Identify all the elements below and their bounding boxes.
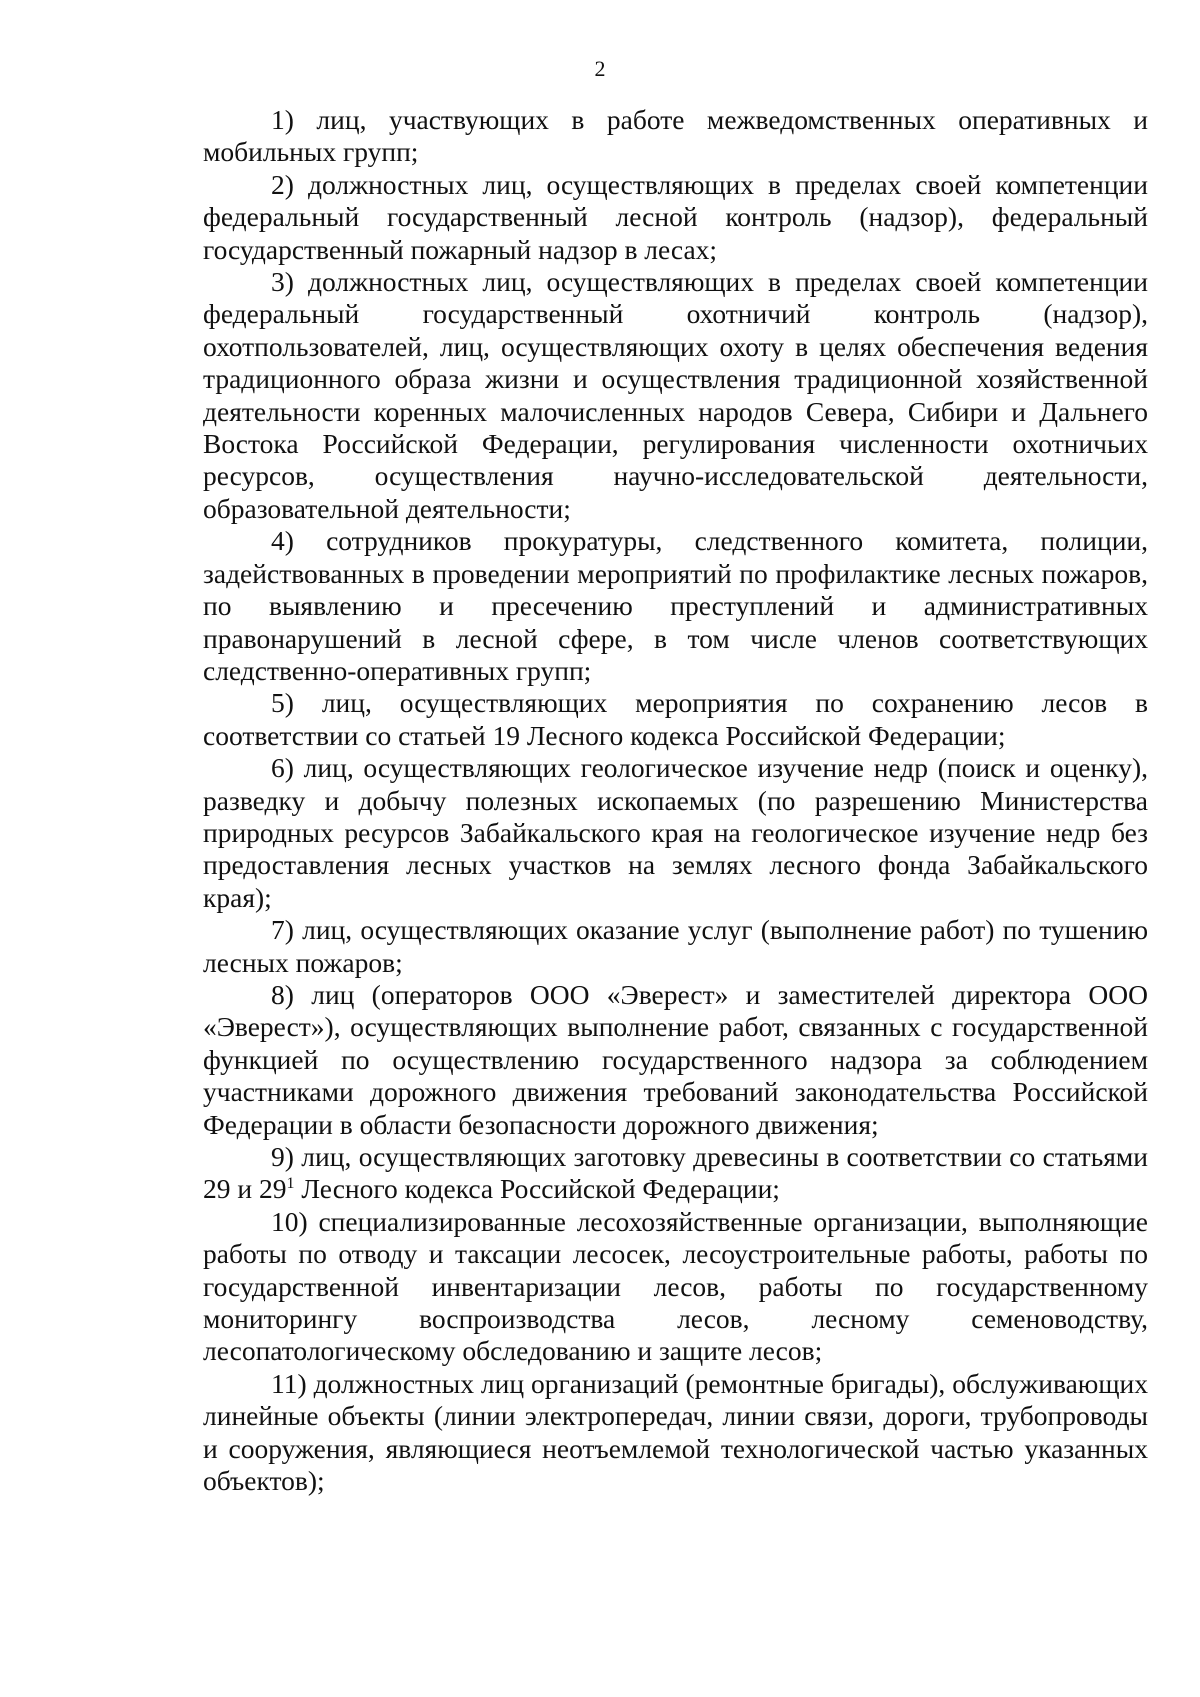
list-item-marker: 5): [271, 687, 294, 719]
list-item-10: [203, 1206, 1148, 1368]
list-item-text: лиц (операторов ООО «Эверест» и заместителей директора ООО «Эверест»), осуществляющих выполнение работ, связанных с государственной функцией по осуществлению государственного надзора за соблюдением участниками дорожного движения требований законодательства Российской Федерации в области безопасности дорожного движения;: [203, 978, 1148, 1140]
list-item-text: лиц, осуществляющих оказание услуг (выполнение работ) по тушению лесных пожаров;: [203, 914, 1148, 978]
list-item-marker: 4): [271, 525, 294, 557]
list-item-5: [203, 687, 1148, 752]
list-item-marker: 9): [271, 1141, 294, 1172]
list-item-marker: 10): [271, 1205, 308, 1237]
list-item-6: [203, 752, 1148, 914]
list-item-text: лиц, участвующих в работе межведомственных оперативных и мобильных групп;: [203, 104, 1149, 168]
list-item-text: лиц, осуществляющих геологическое изучение недр (поиск и оценку), разведку и добычу полезных ископаемых (по разрешению Министерства природных ресурсов Забайкальского края на геологическое изучение недр без предоставления лесных участков на землях лесного фонда Забайкальского края);: [203, 752, 1148, 913]
list-item-4: [203, 525, 1148, 687]
list-item-8: [203, 979, 1148, 1141]
document-body: [203, 104, 1148, 1497]
list-item-3: [203, 266, 1148, 525]
list-item-marker: 1): [271, 104, 294, 135]
list-item-text: специализированные лесохозяйственные организации, выполняющие работы по отводу и таксации лесосек, лесоустроительные работы, работы по государственной инвентаризации лесов, работы по государственному мониторингу воспроизводства лесов, лесному семеноводству, лесопатологическому обследованию и защите лесов;: [203, 1205, 1149, 1367]
list-item-11: [203, 1368, 1148, 1498]
page-number: 2: [594, 56, 606, 81]
list-item-text-after: Лесного кодекса Российской Федерации;: [294, 1173, 780, 1205]
list-item-1: [203, 104, 1148, 169]
list-item-marker: 2): [271, 168, 294, 200]
list-item-7: [203, 914, 1148, 979]
list-item-text: сотрудников прокуратуры, следственного комитета, полиции, задействованных в проведении мероприятий по профилактике лесных пожаров, по выявлению и пресечению преступлений и административных правонарушений в лесной сфере, в том числе членов соответствующих следственно-оперативных групп;: [203, 525, 1149, 686]
article-superscript: 1: [286, 1175, 295, 1193]
list-item-text-before: лиц, осуществляющих заготовку древесины в соответствии со статьями 29 и 29: [203, 1141, 1149, 1205]
list-item-marker: 6): [271, 752, 294, 784]
list-item-text: лиц, осуществляющих мероприятия по сохранению лесов в соответствии со статьей 19 Лесного кодекса Российской Федерации;: [203, 687, 1148, 751]
list-item-9: [203, 1141, 1148, 1206]
list-item-text: должностных лиц, осуществляющих в пределах своей компетенции федеральный государственный охотничий контроль (надзор), охотпользователей, лиц, осуществляющих охоту в целях обеспечения ведения традиционного образа жизни и осуществления традиционной хозяйственной деятельности коренных малочисленных народов Севера, Сибири и Дальнего Востока Российской Федерации, регулирования численности охотничьих ресурсов, осуществления научно-исследовательской деятельности, образовательной деятельности;: [203, 266, 1148, 524]
list-item-marker: 3): [271, 266, 294, 298]
list-item-marker: 8): [271, 978, 294, 1010]
list-item-text: должностных лиц, осуществляющих в пределах своей компетенции федеральный государственный лесной контроль (надзор), федеральный государственный пожарный надзор в лесах;: [203, 168, 1148, 265]
list-item-text: [203, 1141, 1148, 1204]
list-item-text: должностных лиц организаций (ремонтные бригады), обслуживающих линейные объекты (линии электропередач, линии связи, дороги, трубопроводы и сооружения, являющиеся неотъемлемой технологической частью указанных объектов);: [203, 1367, 1148, 1497]
list-item-marker: 7): [271, 914, 294, 946]
list-item-marker: 11): [271, 1367, 307, 1399]
list-item-2: [203, 169, 1148, 266]
